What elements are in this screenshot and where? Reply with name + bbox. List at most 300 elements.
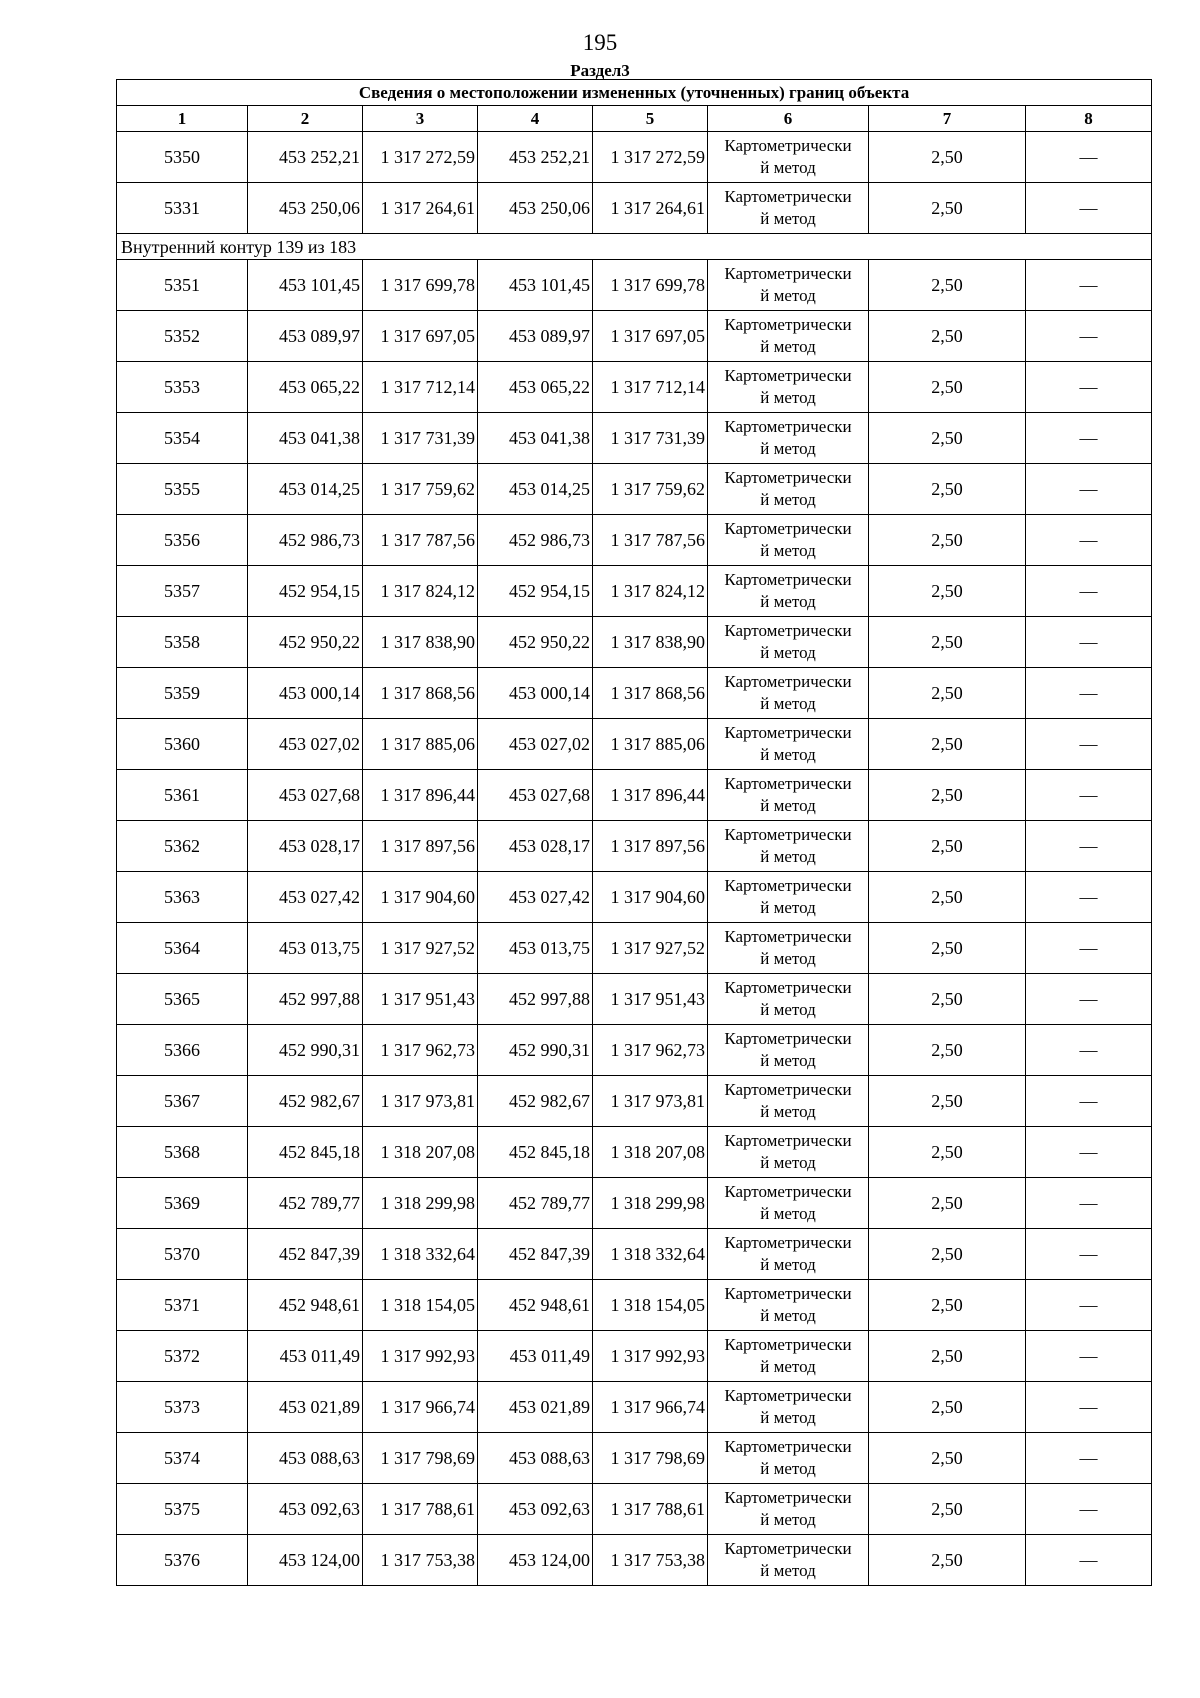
table-row: [117, 1178, 1152, 1229]
point-number-cell: 5351: [117, 260, 248, 311]
coordinate-cell: 1 317 992,93: [593, 1331, 708, 1382]
column-number-1: 1: [117, 106, 248, 132]
table-row: [117, 923, 1152, 974]
method-line-1: Картометрически: [724, 978, 852, 997]
coordinate-cell: 453 041,38: [248, 413, 363, 464]
method-cell: [708, 1025, 869, 1076]
note-cell: —: [1026, 1127, 1152, 1178]
accuracy-cell: 2,50: [869, 719, 1026, 770]
coordinate-cell: 1 317 992,93: [363, 1331, 478, 1382]
section-title: Раздел3: [570, 61, 630, 80]
coordinate-cell: 452 986,73: [478, 515, 593, 566]
method-cell: [708, 311, 869, 362]
point-number-cell: 5362: [117, 821, 248, 872]
method-line-1: Картометрически: [724, 927, 852, 946]
method-line-2: й метод: [760, 158, 816, 177]
point-number-cell: 5356: [117, 515, 248, 566]
coordinate-cell: 1 317 824,12: [593, 566, 708, 617]
table-row: [117, 1535, 1152, 1586]
method-cell: [708, 515, 869, 566]
coordinate-cell: 1 317 897,56: [593, 821, 708, 872]
coordinate-cell: 1 317 759,62: [363, 464, 478, 515]
coordinate-cell: 452 990,31: [248, 1025, 363, 1076]
method-line-2: й метод: [760, 1357, 816, 1376]
method-line-2: й метод: [760, 337, 816, 356]
method-line-2: й метод: [760, 898, 816, 917]
method-cell: [708, 1229, 869, 1280]
coordinate-cell: 453 065,22: [248, 362, 363, 413]
accuracy-cell: 2,50: [869, 668, 1026, 719]
accuracy-cell: 2,50: [869, 566, 1026, 617]
coordinate-cell: 453 250,06: [478, 183, 593, 234]
table-row: [117, 974, 1152, 1025]
coordinate-cell: 453 013,75: [478, 923, 593, 974]
coordinate-cell: 1 317 896,44: [593, 770, 708, 821]
note-cell: —: [1026, 719, 1152, 770]
method-line-1: Картометрически: [724, 136, 852, 155]
method-line-1: Картометрически: [724, 1029, 852, 1048]
coordinate-cell: 1 317 731,39: [593, 413, 708, 464]
note-cell: —: [1026, 770, 1152, 821]
column-number-8: 8: [1026, 106, 1152, 132]
method-line-2: й метод: [760, 1102, 816, 1121]
coordinate-cell: 1 317 759,62: [593, 464, 708, 515]
table-row: [117, 1484, 1152, 1535]
method-line-2: й метод: [760, 1408, 816, 1427]
accuracy-cell: 2,50: [869, 974, 1026, 1025]
method-cell: [708, 1127, 869, 1178]
method-line-1: Картометрически: [724, 187, 852, 206]
note-cell: —: [1026, 1229, 1152, 1280]
method-line-2: й метод: [760, 1306, 816, 1325]
method-line-1: Картометрически: [724, 264, 852, 283]
point-number-cell: 5354: [117, 413, 248, 464]
coordinate-cell: 1 317 896,44: [363, 770, 478, 821]
coordinate-cell: 453 013,75: [248, 923, 363, 974]
coordinate-cell: 452 990,31: [478, 1025, 593, 1076]
coordinate-cell: 1 317 264,61: [363, 183, 478, 234]
method-cell: [708, 821, 869, 872]
accuracy-cell: 2,50: [869, 1484, 1026, 1535]
coordinate-cell: 1 317 904,60: [363, 872, 478, 923]
coordinate-cell: 1 318 207,08: [363, 1127, 478, 1178]
table-row: [117, 311, 1152, 362]
method-line-2: й метод: [760, 1510, 816, 1529]
method-line-1: Картометрически: [724, 1131, 852, 1150]
method-cell: [708, 1280, 869, 1331]
table-row: [117, 821, 1152, 872]
point-number-cell: 5376: [117, 1535, 248, 1586]
method-cell: [708, 617, 869, 668]
coordinate-cell: 453 089,97: [248, 311, 363, 362]
table-row: [117, 770, 1152, 821]
coordinate-cell: 453 092,63: [248, 1484, 363, 1535]
coordinate-cell: 1 318 154,05: [593, 1280, 708, 1331]
accuracy-cell: 2,50: [869, 1178, 1026, 1229]
table-row: [117, 1025, 1152, 1076]
accuracy-cell: 2,50: [869, 515, 1026, 566]
method-cell: [708, 362, 869, 413]
coordinate-cell: 452 986,73: [248, 515, 363, 566]
coordinate-cell: 452 847,39: [248, 1229, 363, 1280]
coordinate-cell: 1 317 697,05: [593, 311, 708, 362]
coordinate-cell: 452 845,18: [478, 1127, 593, 1178]
coordinate-cell: 453 021,89: [248, 1382, 363, 1433]
table-row: [117, 1280, 1152, 1331]
coordinate-cell: 453 014,25: [248, 464, 363, 515]
accuracy-cell: 2,50: [869, 1331, 1026, 1382]
method-cell: [708, 260, 869, 311]
method-cell: [708, 719, 869, 770]
table-row: [117, 1331, 1152, 1382]
method-line-2: й метод: [760, 796, 816, 815]
coordinate-cell: 1 317 712,14: [363, 362, 478, 413]
coordinate-cell: 453 011,49: [248, 1331, 363, 1382]
coordinate-cell: 1 317 885,06: [593, 719, 708, 770]
method-cell: [708, 132, 869, 183]
method-cell: [708, 183, 869, 234]
table-row: [117, 515, 1152, 566]
table-row: [117, 872, 1152, 923]
method-line-2: й метод: [760, 949, 816, 968]
method-line-1: Картометрически: [724, 1539, 852, 1558]
coordinate-cell: 1 317 272,59: [363, 132, 478, 183]
table-row: [117, 1127, 1152, 1178]
coordinate-cell: 453 092,63: [478, 1484, 593, 1535]
coordinate-cell: 1 317 787,56: [363, 515, 478, 566]
coordinate-cell: 453 028,17: [478, 821, 593, 872]
coordinate-cell: 453 021,89: [478, 1382, 593, 1433]
method-line-1: Картометрически: [724, 672, 852, 691]
coordinate-cell: 1 317 973,81: [363, 1076, 478, 1127]
coordinate-cell: 1 318 154,05: [363, 1280, 478, 1331]
contour-group-label: Внутренний контур 139 из 183: [117, 234, 1152, 260]
coordinate-cell: 452 845,18: [248, 1127, 363, 1178]
coordinate-cell: 1 317 868,56: [363, 668, 478, 719]
column-number-row: [117, 106, 1152, 132]
note-cell: —: [1026, 260, 1152, 311]
table-row: [117, 1229, 1152, 1280]
coordinate-cell: 1 317 699,78: [363, 260, 478, 311]
method-cell: [708, 1076, 869, 1127]
note-cell: —: [1026, 821, 1152, 872]
method-line-1: Картометрически: [724, 570, 852, 589]
coordinate-cell: 453 252,21: [248, 132, 363, 183]
coordinate-cell: 453 011,49: [478, 1331, 593, 1382]
method-line-2: й метод: [760, 439, 816, 458]
table-row: [117, 1076, 1152, 1127]
coordinate-cell: 1 317 697,05: [363, 311, 478, 362]
accuracy-cell: 2,50: [869, 183, 1026, 234]
accuracy-cell: 2,50: [869, 1433, 1026, 1484]
accuracy-cell: 2,50: [869, 1382, 1026, 1433]
coordinate-cell: 453 088,63: [248, 1433, 363, 1484]
boundary-coordinates-table: [116, 79, 1152, 1586]
method-line-2: й метод: [760, 745, 816, 764]
method-line-1: Картометрически: [724, 1488, 852, 1507]
coordinate-cell: 1 317 885,06: [363, 719, 478, 770]
coordinate-cell: 452 847,39: [478, 1229, 593, 1280]
method-line-2: й метод: [760, 1459, 816, 1478]
coordinate-cell: 1 317 927,52: [363, 923, 478, 974]
coordinate-cell: 1 317 699,78: [593, 260, 708, 311]
coordinate-cell: 1 317 904,60: [593, 872, 708, 923]
method-cell: [708, 413, 869, 464]
method-line-1: Картометрически: [724, 1284, 852, 1303]
note-cell: —: [1026, 311, 1152, 362]
point-number-cell: 5368: [117, 1127, 248, 1178]
table-row: [117, 719, 1152, 770]
accuracy-cell: 2,50: [869, 260, 1026, 311]
point-number-cell: 5357: [117, 566, 248, 617]
note-cell: —: [1026, 923, 1152, 974]
note-cell: —: [1026, 1433, 1152, 1484]
coordinate-cell: 1 317 951,43: [363, 974, 478, 1025]
note-cell: —: [1026, 974, 1152, 1025]
accuracy-cell: 2,50: [869, 413, 1026, 464]
accuracy-cell: 2,50: [869, 1076, 1026, 1127]
coordinate-cell: 1 318 332,64: [593, 1229, 708, 1280]
method-line-1: Картометрически: [724, 315, 852, 334]
note-cell: —: [1026, 413, 1152, 464]
method-line-2: й метод: [760, 694, 816, 713]
coordinate-cell: 1 318 207,08: [593, 1127, 708, 1178]
coordinate-cell: 1 317 753,38: [363, 1535, 478, 1586]
coordinate-cell: 453 027,68: [248, 770, 363, 821]
table-row: [117, 566, 1152, 617]
point-number-cell: 5360: [117, 719, 248, 770]
method-line-1: Картометрически: [724, 621, 852, 640]
method-line-1: Картометрически: [724, 1437, 852, 1456]
method-line-1: Картометрически: [724, 774, 852, 793]
accuracy-cell: 2,50: [869, 617, 1026, 668]
method-line-2: й метод: [760, 643, 816, 662]
note-cell: —: [1026, 566, 1152, 617]
method-cell: [708, 1433, 869, 1484]
point-number-cell: 5363: [117, 872, 248, 923]
coordinate-cell: 452 950,22: [248, 617, 363, 668]
method-line-1: Картометрически: [724, 1335, 852, 1354]
method-cell: [708, 464, 869, 515]
column-number-6: 6: [708, 106, 869, 132]
accuracy-cell: 2,50: [869, 1127, 1026, 1178]
coordinate-cell: 1 317 788,61: [363, 1484, 478, 1535]
coordinate-cell: 452 789,77: [248, 1178, 363, 1229]
point-number-cell: 5355: [117, 464, 248, 515]
coordinate-cell: 1 317 966,74: [363, 1382, 478, 1433]
method-line-1: Картометрически: [724, 825, 852, 844]
method-cell: [708, 1535, 869, 1586]
method-cell: [708, 923, 869, 974]
accuracy-cell: 2,50: [869, 464, 1026, 515]
note-cell: —: [1026, 668, 1152, 719]
note-cell: —: [1026, 515, 1152, 566]
method-cell: [708, 974, 869, 1025]
table-row: [117, 1382, 1152, 1433]
method-cell: [708, 566, 869, 617]
method-cell: [708, 1331, 869, 1382]
method-line-1: Картометрически: [724, 876, 852, 895]
accuracy-cell: 2,50: [869, 1229, 1026, 1280]
accuracy-cell: 2,50: [869, 923, 1026, 974]
coordinate-cell: 453 124,00: [248, 1535, 363, 1586]
coordinate-cell: 1 317 962,73: [593, 1025, 708, 1076]
column-number-7: 7: [869, 106, 1026, 132]
accuracy-cell: 2,50: [869, 1025, 1026, 1076]
point-number-cell: 5361: [117, 770, 248, 821]
coordinate-cell: 1 317 272,59: [593, 132, 708, 183]
coordinate-cell: 453 250,06: [248, 183, 363, 234]
note-cell: —: [1026, 1025, 1152, 1076]
method-line-1: Картометрически: [724, 417, 852, 436]
coordinate-cell: 452 982,67: [248, 1076, 363, 1127]
point-number-cell: 5369: [117, 1178, 248, 1229]
coordinate-cell: 452 789,77: [478, 1178, 593, 1229]
coordinate-cell: 1 318 299,98: [363, 1178, 478, 1229]
table-row: [117, 183, 1152, 234]
coordinate-cell: 1 317 951,43: [593, 974, 708, 1025]
coordinate-cell: 453 088,63: [478, 1433, 593, 1484]
method-line-1: Картометрически: [724, 1233, 852, 1252]
contour-group-row: [117, 234, 1152, 260]
method-line-2: й метод: [760, 490, 816, 509]
coordinate-cell: 452 954,15: [478, 566, 593, 617]
coordinate-cell: 1 318 299,98: [593, 1178, 708, 1229]
coordinate-cell: 453 014,25: [478, 464, 593, 515]
point-number-cell: 5358: [117, 617, 248, 668]
method-line-1: Картометрически: [724, 723, 852, 742]
coordinate-cell: 1 317 973,81: [593, 1076, 708, 1127]
coordinate-cell: 452 948,61: [478, 1280, 593, 1331]
method-line-2: й метод: [760, 286, 816, 305]
coordinate-cell: 1 317 798,69: [363, 1433, 478, 1484]
table-row: [117, 464, 1152, 515]
method-line-1: Картометрически: [724, 366, 852, 385]
coordinate-cell: 1 317 264,61: [593, 183, 708, 234]
coordinate-cell: 452 948,61: [248, 1280, 363, 1331]
column-number-5: 5: [593, 106, 708, 132]
method-line-2: й метод: [760, 1153, 816, 1172]
accuracy-cell: 2,50: [869, 132, 1026, 183]
point-number-cell: 5365: [117, 974, 248, 1025]
coordinate-cell: 453 027,42: [478, 872, 593, 923]
note-cell: —: [1026, 1331, 1152, 1382]
coordinate-cell: 453 027,68: [478, 770, 593, 821]
coordinate-cell: 1 317 962,73: [363, 1025, 478, 1076]
coordinate-cell: 1 317 712,14: [593, 362, 708, 413]
point-number-cell: 5364: [117, 923, 248, 974]
method-cell: [708, 668, 869, 719]
point-number-cell: 5353: [117, 362, 248, 413]
point-number-cell: 5370: [117, 1229, 248, 1280]
method-line-2: й метод: [760, 1255, 816, 1274]
method-line-2: й метод: [760, 592, 816, 611]
coordinate-cell: 453 065,22: [478, 362, 593, 413]
coordinate-cell: 452 997,88: [478, 974, 593, 1025]
coordinate-cell: 453 089,97: [478, 311, 593, 362]
column-number-3: 3: [363, 106, 478, 132]
note-cell: —: [1026, 362, 1152, 413]
point-number-cell: 5372: [117, 1331, 248, 1382]
coordinate-cell: 452 997,88: [248, 974, 363, 1025]
coordinate-cell: 1 317 868,56: [593, 668, 708, 719]
method-cell: [708, 1484, 869, 1535]
coordinate-cell: 453 101,45: [248, 260, 363, 311]
coordinate-cell: 1 317 731,39: [363, 413, 478, 464]
method-line-2: й метод: [760, 1204, 816, 1223]
accuracy-cell: 2,50: [869, 770, 1026, 821]
coordinate-cell: 453 028,17: [248, 821, 363, 872]
note-cell: —: [1026, 1484, 1152, 1535]
note-cell: —: [1026, 1178, 1152, 1229]
note-cell: —: [1026, 183, 1152, 234]
note-cell: —: [1026, 132, 1152, 183]
page-number: 195: [582, 30, 618, 55]
coordinate-cell: 452 982,67: [478, 1076, 593, 1127]
coordinate-cell: 453 000,14: [248, 668, 363, 719]
coordinate-cell: 1 317 824,12: [363, 566, 478, 617]
method-line-1: Картометрически: [724, 1080, 852, 1099]
coordinate-cell: 1 317 838,90: [593, 617, 708, 668]
coordinate-cell: 453 101,45: [478, 260, 593, 311]
coordinate-cell: 1 318 332,64: [363, 1229, 478, 1280]
accuracy-cell: 2,50: [869, 1535, 1026, 1586]
note-cell: —: [1026, 1076, 1152, 1127]
coordinate-cell: 452 954,15: [248, 566, 363, 617]
coordinate-cell: 453 027,02: [478, 719, 593, 770]
point-number-cell: 5374: [117, 1433, 248, 1484]
column-number-4: 4: [478, 106, 593, 132]
coordinate-cell: 1 317 966,74: [593, 1382, 708, 1433]
note-cell: —: [1026, 872, 1152, 923]
coordinate-cell: 453 124,00: [478, 1535, 593, 1586]
method-line-1: Картометрически: [724, 1386, 852, 1405]
accuracy-cell: 2,50: [869, 311, 1026, 362]
method-cell: [708, 872, 869, 923]
coordinate-cell: 453 252,21: [478, 132, 593, 183]
table-body: [117, 132, 1152, 1586]
table-row: [117, 1433, 1152, 1484]
point-number-cell: 5331: [117, 183, 248, 234]
note-cell: —: [1026, 464, 1152, 515]
point-number-cell: 5366: [117, 1025, 248, 1076]
method-cell: [708, 1178, 869, 1229]
note-cell: —: [1026, 1382, 1152, 1433]
table-row: [117, 413, 1152, 464]
method-line-2: й метод: [760, 1000, 816, 1019]
coordinate-cell: 453 027,02: [248, 719, 363, 770]
point-number-cell: 5371: [117, 1280, 248, 1331]
table-row: [117, 617, 1152, 668]
note-cell: —: [1026, 1535, 1152, 1586]
method-line-2: й метод: [760, 209, 816, 228]
point-number-cell: 5373: [117, 1382, 248, 1433]
method-line-2: й метод: [760, 388, 816, 407]
table-caption: Сведения о местоположении измененных (уточненных) границ объекта: [117, 80, 1152, 106]
accuracy-cell: 2,50: [869, 1280, 1026, 1331]
point-number-cell: 5350: [117, 132, 248, 183]
table-row: [117, 668, 1152, 719]
point-number-cell: 5375: [117, 1484, 248, 1535]
coordinate-cell: 1 317 838,90: [363, 617, 478, 668]
table-row: [117, 260, 1152, 311]
method-line-2: й метод: [760, 1561, 816, 1580]
method-cell: [708, 1382, 869, 1433]
accuracy-cell: 2,50: [869, 362, 1026, 413]
point-number-cell: 5352: [117, 311, 248, 362]
note-cell: —: [1026, 617, 1152, 668]
method-line-1: Картометрически: [724, 1182, 852, 1201]
